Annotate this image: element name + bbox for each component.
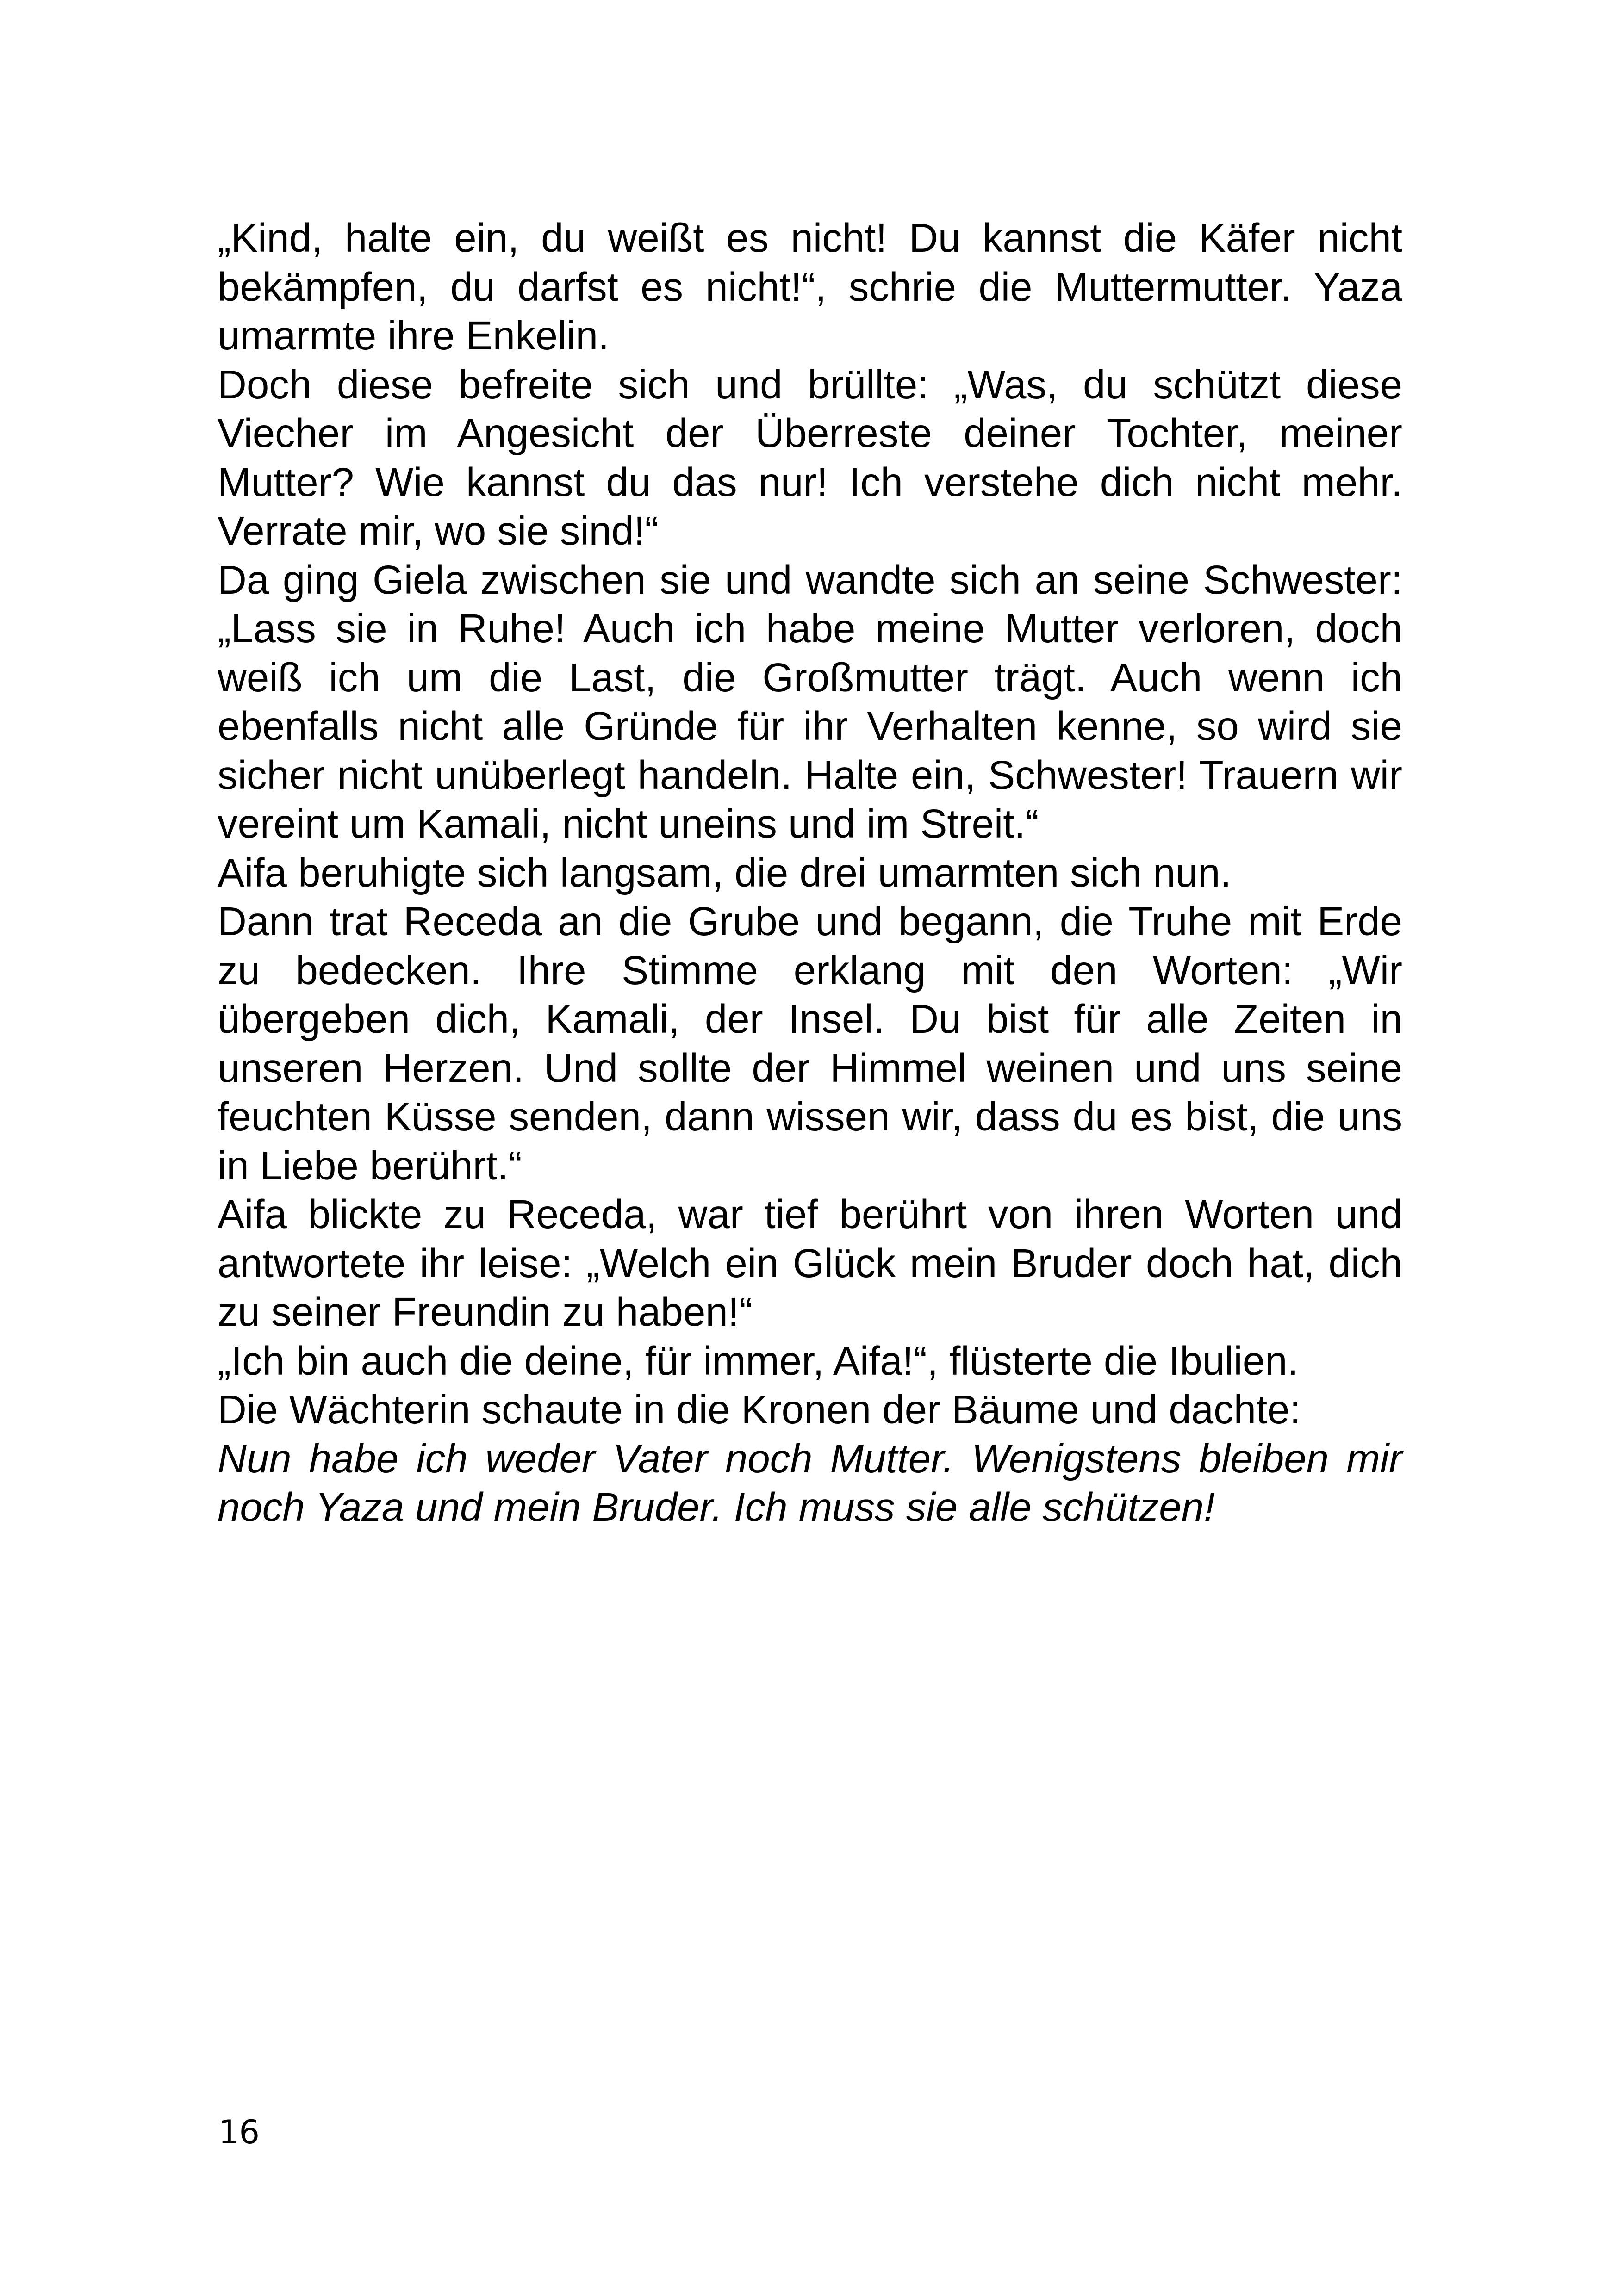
- body-text: [218, 214, 1402, 1532]
- italic-thought-paragraph: Nun habe ich weder Vater noch Mutter. Wenigstens bleiben mir noch Yaza und mein Bruder. Ich muss sie alle schützen!: [218, 1436, 1402, 1530]
- paragraph: Aifa blickte zu Receda, war tief berührt von ihren Worten und antwortete ihr leise: „Welch ein Glück mein Bruder doch hat, dich zu seiner Freundin zu haben!“: [218, 1192, 1402, 1334]
- paragraph: „Ich bin auch die deine, für immer, Aifa!“, flüsterte die Ibulien.: [218, 1338, 1299, 1384]
- paragraph: „Kind, halte ein, du weißt es nicht! Du kannst die Käfer nicht bekämpfen, du darfst es nicht!“, schrie die Muttermutter. Yaza umarmte ihre Enkelin.: [218, 216, 1402, 358]
- paragraph: Die Wächterin schaute in die Kronen der Bäume und dachte:: [218, 1387, 1301, 1432]
- paragraph: Aifa beruhigte sich langsam, die drei umarmten sich nun.: [218, 850, 1232, 895]
- paragraph: Doch diese befreite sich und brüllte: „Was, du schützt diese Viecher im Angesicht der Überreste deiner Tochter, meiner Mutter? Wie kannst du das nur! Ich verstehe dich nicht mehr. Verrate mir, wo sie sind!“: [218, 362, 1402, 553]
- paragraph: Dann trat Receda an die Grube und begann, die Truhe mit Erde zu bedecken. Ihre Stimme erklang mit den Worten: „Wir übergeben dich, Kamali, der Insel. Du bist für alle Zeiten in unseren Herzen. Und sollte der Himmel weinen und uns seine feuchten Küsse senden, dann wissen wir, dass du es bist, die uns in Liebe berührt.“: [218, 899, 1402, 1188]
- paragraph: Da ging Giela zwischen sie und wandte sich an seine Schwester: „Lass sie in Ruhe! Auch ich habe meine Mutter verloren, doch weiß ich um die Last, die Großmutter trägt. Auch wenn ich ebenfalls nicht alle Gründe für ihr Verhalten kenne, so wird sie sicher nicht unüberlegt handeln. Halte ein, Schwester! Trauern wir vereint um Kamali, nicht uneins und im Streit.“: [218, 557, 1402, 846]
- page-number: 16: [218, 2113, 260, 2151]
